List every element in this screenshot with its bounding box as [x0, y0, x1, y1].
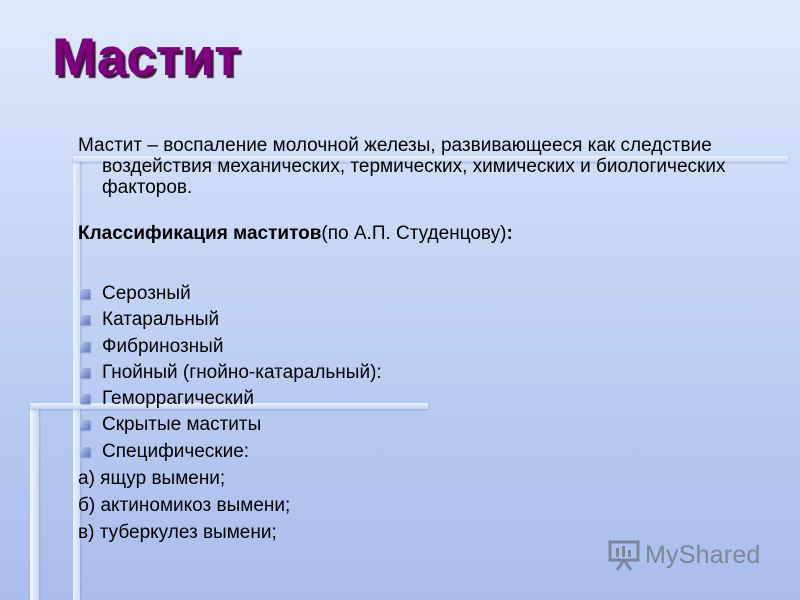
list-item: Скрытые маститы: [78, 412, 790, 438]
specific-item: а) ящур вымени;: [78, 468, 226, 490]
list-item: Катаральный: [78, 307, 790, 333]
specific-item: в) туберкулез вымени;: [78, 522, 277, 544]
square-bullet-icon: [80, 394, 90, 404]
specific-item: б) актиномикоз вымени;: [78, 495, 291, 517]
list-item: Фибринозный: [78, 334, 790, 360]
square-bullet-icon: [80, 315, 90, 325]
square-bullet-icon: [80, 342, 90, 352]
slide-title: Мастит: [52, 28, 241, 87]
slide-content: [78, 135, 790, 546]
list-item: Серозный: [78, 281, 790, 307]
square-bullet-icon: [80, 289, 90, 299]
classification-heading: [78, 223, 790, 245]
definition-text: Мастит – воспаление молочной железы, развивающееся как следствие воздействия механических, термических, химических и биологических факторов.: [78, 135, 726, 198]
presentation-board-icon: [607, 539, 641, 571]
decor-vertical-bar-lower: [30, 405, 39, 600]
list-item: Геморрагический: [78, 386, 790, 412]
list-item: Специфические:: [78, 439, 790, 465]
square-bullet-icon: [80, 368, 90, 378]
list-item: Гнойный (гнойно-катаральный):: [78, 360, 790, 386]
classification-label: Классификация маститов: [78, 223, 322, 244]
classification-source: (по А.П. Студенцову): [321, 223, 507, 244]
logo-text: MyShared: [645, 540, 761, 569]
classification-colon: :: [506, 223, 513, 244]
myshared-logo[interactable]: [607, 538, 761, 572]
square-bullet-icon: [80, 447, 90, 457]
square-bullet-icon: [80, 420, 90, 430]
mastitis-types-list: [78, 281, 790, 465]
